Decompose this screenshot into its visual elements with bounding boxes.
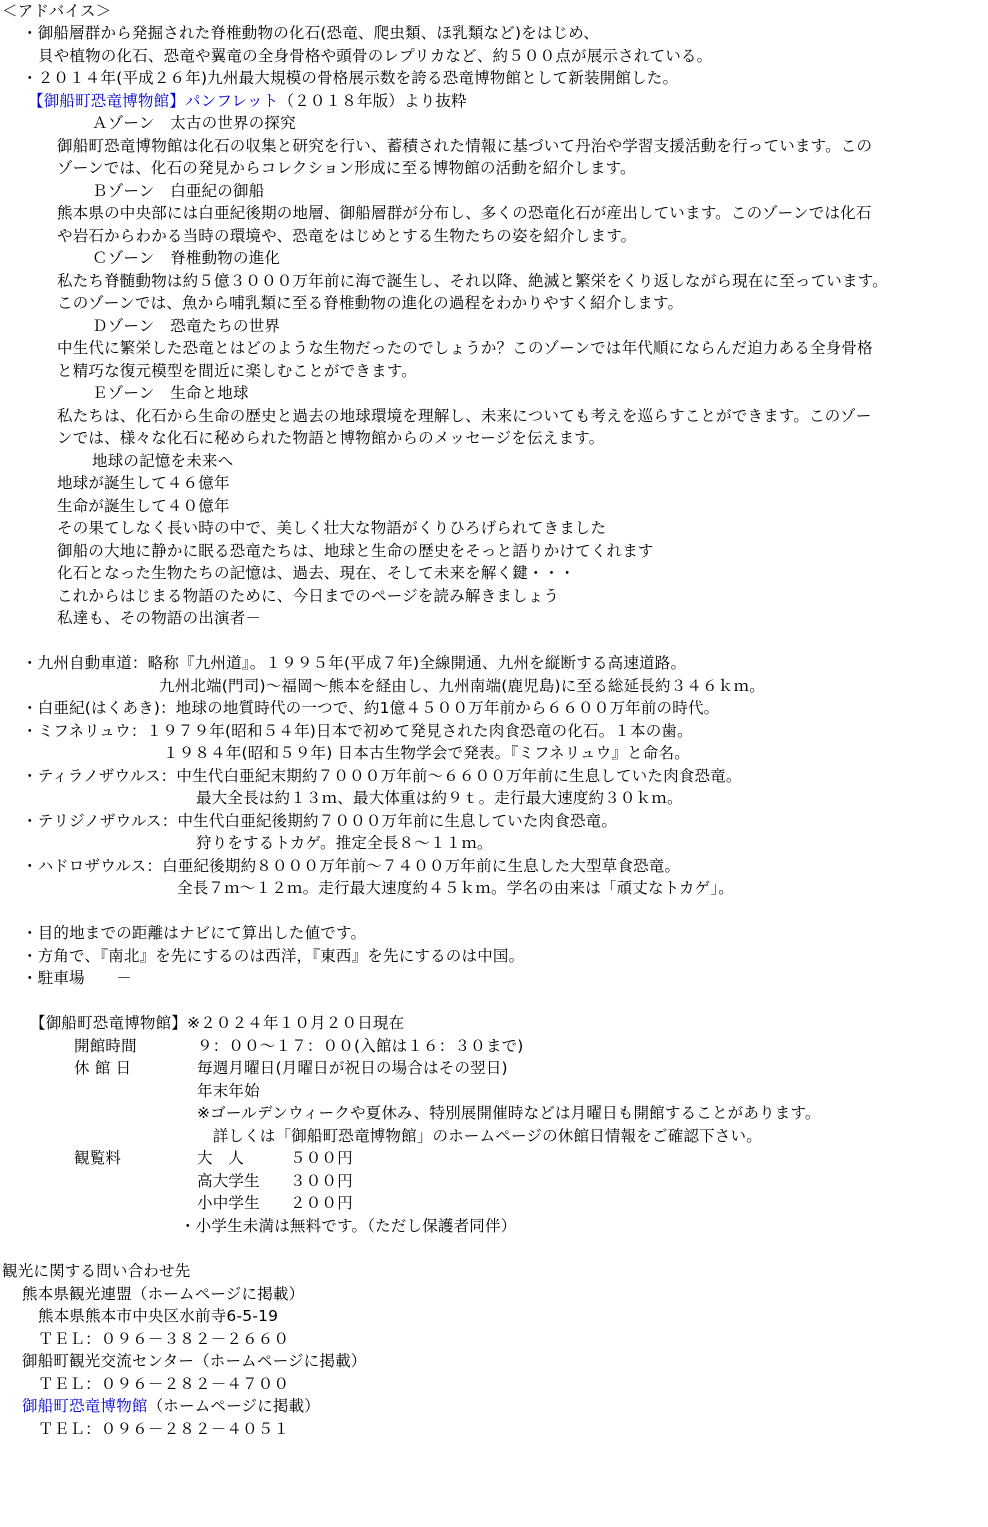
hours-label: 開館時間 [74, 1037, 137, 1055]
glossary-item [22, 652, 686, 675]
zone-e-title: Ｅゾーン 生命と地球 [92, 384, 249, 402]
glossary-item [22, 855, 680, 878]
fee-type: 小中学生 [197, 1194, 260, 1212]
fee-type: 高大学生 [197, 1172, 260, 1190]
memory-line: その果てしなく長い時の中で、美しく壮大な物語がくりひろげられてきました [57, 519, 607, 537]
memory-title: 地球の記憶を未来へ [92, 452, 234, 470]
glossary-term: ・白亜紀(はくあき)： [22, 699, 176, 717]
contact-org-name [22, 1395, 320, 1418]
closed-line: 詳しくは「御船町恐竜博物館」のホームページの休館日情報をご確認下さい。 [197, 1127, 762, 1145]
glossary-term: ・ハドロザウルス： [22, 857, 163, 875]
zone-e-body: 私たちは、化石から生命の歴史と過去の地球環境を理解し、未来についても考えを巡らすことができます。このゾー [57, 407, 872, 425]
museum-name: 【御船町恐竜博物館】 [28, 92, 186, 110]
contacts-heading: 観光に関する問い合わせ先 [2, 1262, 191, 1280]
zone-b-body: 熊本県の中央部には白亜紀後期の地層、御船層群が分布し、多くの恐竜化石が産出しています。このゾーンでは化石 [57, 204, 872, 222]
advice-heading: ＜アドバイス＞ [2, 2, 112, 20]
advice-line: 貝や植物の化石、恐竜や翼竜の全身骨格や頭骨のレプリカなど、約５００点が展示されている。 [38, 47, 713, 65]
zone-d-body: 中生代に繁栄した恐竜とはどのような生物だったのでしょうか？このゾーンでは年代順にならんだ迫力ある全身骨格 [57, 339, 873, 357]
zone-c-body: このゾーンでは、魚から哺乳類に至る脊椎動物の進化の過程をわかりやすく紹介します。 [57, 294, 684, 312]
advice-line: ・２０１４年(平成２６年)九州最大規模の骨格展示数を誇る恐竜博物館として新装開館した。 [22, 69, 679, 87]
note-line: ・目的地までの距離はナビにて算出した値です。 [22, 924, 367, 942]
memory-line: 化石となった生物たちの記憶は、過去、現在、そして未来を解く鍵・・・ [57, 564, 576, 582]
glossary-term: ・九州自動車道： [22, 654, 148, 672]
closed-line: 年末年始 [197, 1082, 260, 1100]
zone-c-body: 私たち脊髄動物は約５億３０００万年前に海で誕生し、それ以降、絶滅と繁栄をくり返しながら現在に至っています。 [57, 272, 888, 290]
zone-c-title: Ｃゾーン 脊椎動物の進化 [92, 249, 281, 267]
advice-line: ・御船層群から発掘された脊椎動物の化石(恐竜、爬虫類、ほ乳類など)をはじめ、 [22, 24, 600, 42]
fee-price: ２００円 [290, 1194, 353, 1212]
glossary-desc: 狩りをするトカゲ。推定全長８～１１ｍ。 [196, 834, 493, 852]
contact-tel: ＴＥＬ：０９６－２８２－４０５１ [38, 1420, 290, 1438]
fee-note: ・小学生未満は無料です。（ただし保護者同伴） [180, 1217, 517, 1235]
contact-org-name: 御船町観光交流センター（ホームページに掲載） [22, 1352, 367, 1370]
glossary-desc: 九州北端(門司)～福岡～熊本を経由し、九州南端(鹿児島)に至る総延長約３４６ｋｍ。 [159, 677, 765, 695]
zone-a-body: ゾーンでは、化石の発見からコレクション形成に至る博物館の活動を紹介します。 [57, 159, 636, 177]
closed-label: 休 館 日 [74, 1059, 132, 1077]
memory-line: 御船の大地に静かに眠る恐竜たちは、地球と生命の歴史をそっと語りかけてくれます [57, 542, 654, 560]
glossary-desc: 略称『九州道』。１９９５年(平成７年)全線開通、九州を縦断する高速道路。 [147, 654, 687, 672]
glossary-desc: 中生代白亜紀後期約７０００万年前に生息していた肉食恐竜。 [177, 812, 618, 830]
memory-line: これからはじまる物語のために、今日までのページを読み解きましょう [57, 587, 560, 605]
closed-line: ※ゴールデンウィークや夏休み、特別展開催時などは月曜日も開館することがあります。 [197, 1104, 821, 1122]
memory-line: 地球が誕生して４６億年 [57, 474, 230, 492]
glossary-desc: 地球の地質時代の一つで、約1億４５００万年前から６６００万年前の時代。 [175, 699, 720, 717]
glossary-term: ・テリジノザウルス： [22, 812, 178, 830]
zone-a-title: Ａゾーン 太古の世界の探究 [92, 114, 296, 132]
glossary-item [22, 720, 693, 743]
museum-info-header: 【御船町恐竜博物館】※２０２４年１０月２０日現在 [30, 1014, 405, 1032]
contact-org-suffix: （ホームページに掲載） [147, 1397, 321, 1415]
glossary-desc: 白亜紀後期約８０００万年前～７４００万年前に生息した大型草食恐竜。 [162, 857, 681, 875]
pamphlet-link[interactable]: パンフレット [185, 92, 279, 110]
fee-price: ３００円 [290, 1172, 353, 1190]
glossary-desc: 全長７ｍ～１２ｍ。走行最大速度約４５ｋｍ。学名の由来は「頑丈なトカゲ」。 [177, 879, 734, 897]
zone-a-body: 御船町恐竜博物館は化石の収集と研究を行い、蓄積された情報に基づいて丹治や学習支援活動を行っています。この [57, 137, 873, 155]
memory-line: 生命が誕生して４０億年 [57, 497, 230, 515]
hours-value: ９：００～１７：００(入館は１６：３０まで) [197, 1037, 524, 1055]
zone-e-body: ンでは、様々な化石に秘められた物語と博物館からのメッセージを伝えます。 [57, 429, 605, 447]
contact-tel: ＴＥＬ：０９６－２８２－４７００ [38, 1375, 290, 1393]
zone-d-body: と精巧な復元模型を間近に楽しむことができます。 [57, 362, 417, 380]
contact-tel: ＴＥＬ：０９６－３８２－２６６０ [38, 1330, 290, 1348]
glossary-item [22, 765, 742, 788]
pamphlet-suffix: （２０１８年版）より抜粋 [278, 92, 467, 110]
glossary-desc: １９７９年(昭和５４年)日本で初めて発見された肉食恐竜の化石。１本の歯。 [146, 722, 693, 740]
glossary-desc: １９８４年(昭和５９年) 日本古生物学会で発表。『ミフネリュウ』と命名。 [163, 744, 690, 762]
zone-b-body: や岩石からわかる当時の環境や、恐竜をはじめとする生物たちの姿を紹介します。 [57, 227, 637, 245]
zone-b-title: Ｂゾーン 白亜紀の御船 [92, 182, 265, 200]
note-line: ・方角で、『南北』を先にするのは西洋，『東西』を先にするのは中国。 [22, 947, 525, 965]
glossary-term: ・ティラノザウルス： [22, 767, 177, 785]
zone-d-title: Ｄゾーン 恐竜たちの世界 [92, 317, 281, 335]
glossary-desc: 最大全長は約１３ｍ、最大体重は約９ｔ。走行最大速度約３０ｋｍ。 [196, 789, 683, 807]
memory-line: 私達も、その物語の出演者－ [57, 609, 262, 627]
museum-homepage-link[interactable]: 御船町恐竜博物館 [22, 1397, 148, 1415]
glossary-desc: 中生代白亜紀末期約７０００万年前～６６００万年前に生息していた肉食恐竜。 [176, 767, 742, 785]
contact-address: 熊本県熊本市中央区水前寺6-5-19 [38, 1307, 279, 1325]
note-line: ・駐車場 － [22, 969, 132, 987]
fee-label: 観覧料 [74, 1149, 122, 1167]
fee-price: ５００円 [290, 1149, 353, 1167]
contact-org-name: 熊本県観光連盟（ホームページに掲載） [22, 1285, 305, 1303]
glossary-item [22, 810, 617, 833]
closed-line: 毎週月曜日(月曜日が祝日の場合はその翌日) [197, 1059, 508, 1077]
glossary-term: ・ミフネリュウ： [22, 722, 147, 740]
pamphlet-source [28, 90, 467, 113]
fee-type: 大 人 [197, 1149, 245, 1167]
glossary-item [22, 697, 719, 720]
